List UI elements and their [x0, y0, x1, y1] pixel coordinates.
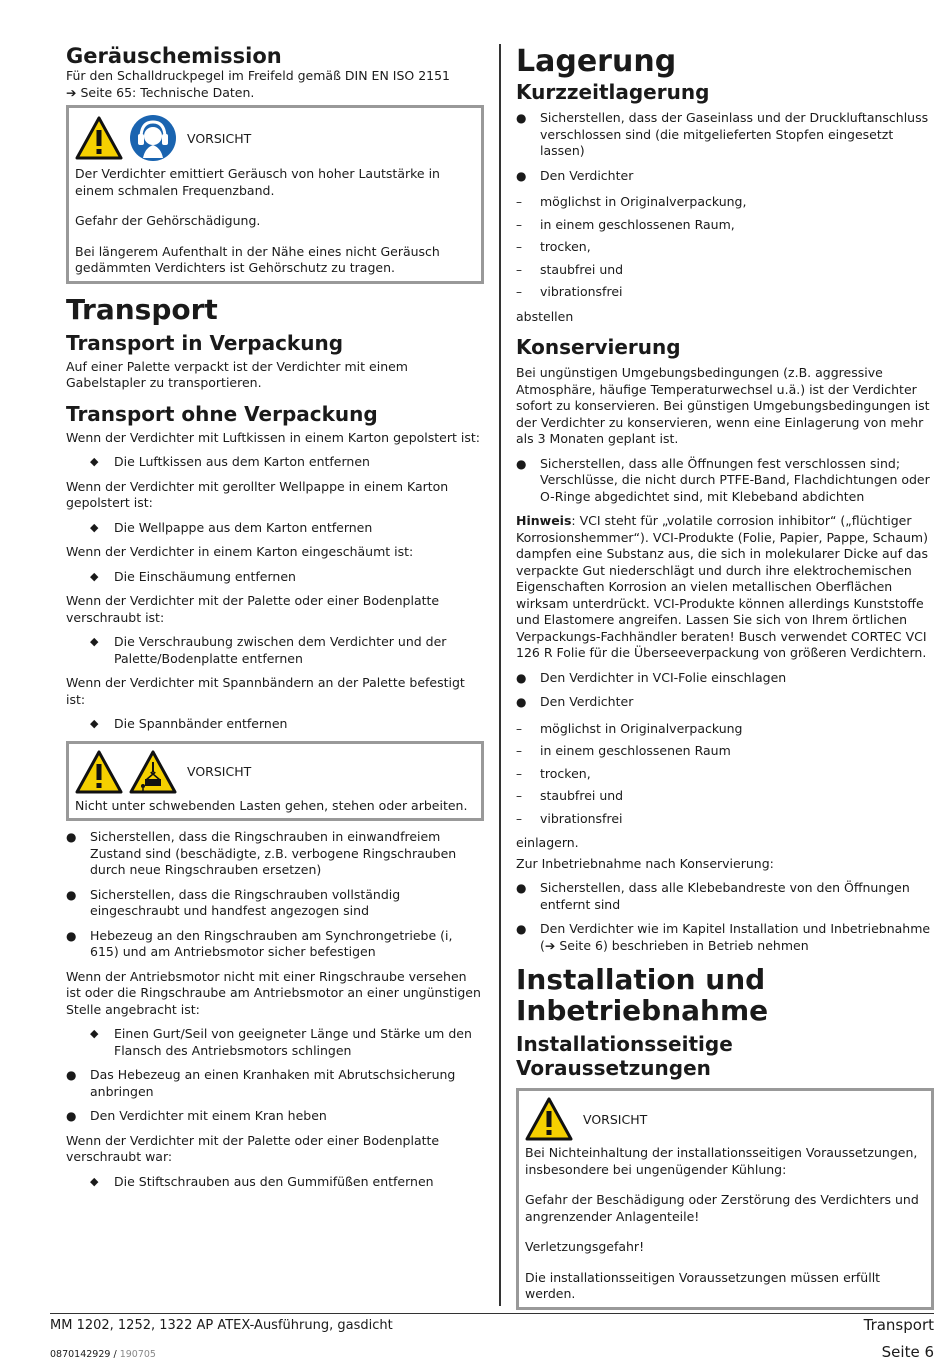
list-item: ● Den Verdichter — [516, 167, 634, 183]
heading-installationsseitige-voraussetzungen: Installationsseitige Voraussetzungen — [516, 1032, 733, 1080]
diamond-bullet-icon: ◆ — [90, 635, 99, 648]
warning-triangle-icon — [75, 750, 123, 794]
list-item: ● Sicherstellen, dass der Gaseinlass und der Druckluftanschluss verschlossen sind (die mitgelieferten Stopfen eingesetzt lassen) — [516, 110, 929, 158]
list-item: ◆ Die Stiftschrauben aus den Gummifüßen entfernen — [90, 1173, 434, 1189]
list-item: ◆ Die Verschraubung zwischen dem Verdichter und der Palette/Bodenplatte entfernen — [90, 634, 447, 666]
bullet-icon: ● — [516, 670, 527, 685]
dash-item: – trocken, — [516, 765, 591, 781]
text: Wenn der Verdichter mit Luftkissen in einem Karton gepolstert ist: — [66, 429, 480, 445]
bullet-icon: ● — [66, 830, 77, 844]
warning-box-installation — [516, 1088, 934, 1310]
warning-header — [75, 114, 475, 162]
suspended-load-icon — [129, 750, 177, 794]
text: Wenn der Antriebsmotor nicht mit einer Ringschraube versehen ist oder die Ringschraube am Antriebsmotor an einer ungünstigen Stelle angebracht ist: — [66, 968, 481, 1017]
list-item: ◆ Die Luftkissen aus dem Karton entfernen — [90, 454, 370, 469]
text: Wenn der Verdichter mit der Palette oder einer Bodenplatte verschraubt war: — [66, 1132, 440, 1164]
warning-header — [75, 750, 475, 794]
list-item: ● Sicherstellen, dass die Ringschrauben vollständig eingeschraubt und handfest angezogen sind — [66, 886, 401, 918]
ear-protection-icon — [129, 114, 177, 162]
bullet-icon: ● — [516, 168, 527, 183]
bullet-icon: ● — [66, 928, 77, 943]
diamond-bullet-icon: ◆ — [90, 1174, 99, 1188]
warning-text: Verletzungsgefahr! — [525, 1239, 645, 1254]
diamond-bullet-icon: ◆ — [90, 717, 99, 730]
list-item: ● Den Verdichter — [516, 694, 634, 709]
text: Bei ungünstigen Umgebungsbedingungen (z.B. aggressive Atmosphäre, häufige Temperaturwechsel u.ä.) ist der Verdichter sofort zu konservieren. Bei günstigen Umgebungsbedingungen ist der Verdichter zu konservieren, wenn eine Einlagerung von mehr als 3 Monaten geplant ist. — [516, 365, 930, 446]
footer-model: MM 1202, 1252, 1322 AP ATEX-Ausführung, gasdicht — [50, 1318, 393, 1333]
list-item: ◆ Einen Gurt/Seil von geeigneter Länge und Stärke um den Flansch des Antriebsmotors schlingen — [90, 1026, 472, 1058]
warning-text: Gefahr der Beschädigung oder Zerstörung des Verdichters und angrenzender Anlagenteile! — [525, 1192, 919, 1224]
right-column — [516, 44, 934, 1310]
left-column — [66, 44, 484, 1190]
warning-title: VORSICHT — [187, 130, 252, 146]
dash-item: – möglichst in Originalverpackung — [516, 720, 743, 736]
heading-kurzzeitlagerung: Kurzzeitlagerung — [516, 80, 710, 104]
dash-item: – möglichst in Originalverpackung, — [516, 194, 747, 209]
footer-divider — [50, 1313, 934, 1314]
text: Für den Schalldruckpegel im Freifeld gemäß DIN EN ISO 2151 — [66, 68, 451, 83]
list-item: ● Sicherstellen, dass alle Öffnungen fest verschlossen sind; Verschlüsse, die nicht durch PTFE-Band, Flachdichtungen oder O-Ringe abgedichtet sind, mit Klebeband abdichten — [516, 455, 930, 504]
warning-header — [525, 1097, 925, 1141]
list-item: ◆ Die Einschäumung entfernen — [90, 568, 296, 584]
footer-page-number: Seite 6 — [881, 1343, 934, 1361]
diamond-bullet-icon: ◆ — [90, 455, 99, 468]
warning-text: Bei Nichteinhaltung der installationsseitigen Voraussetzungen, insbesondere bei ungenügender Kühlung: — [525, 1145, 918, 1177]
text: Wenn der Verdichter mit Spannbändern an der Palette befestigt ist: — [66, 675, 465, 707]
list-item: ● Den Verdichter in VCI-Folie einschlagen — [516, 669, 787, 685]
heading-geraeuschemission: Geräuschemission — [66, 44, 282, 68]
footer-doc-id: 0870142929 / 190705 — [50, 1349, 156, 1360]
bullet-icon: ● — [66, 1068, 77, 1082]
warning-box-noise — [66, 105, 484, 284]
warning-text: Nicht unter schwebenden Lasten gehen, stehen oder arbeiten. — [75, 797, 468, 813]
dash-item: – vibrationsfrei — [516, 284, 623, 299]
list-item: ◆ Die Spannbänder entfernen — [90, 716, 288, 731]
dash-item: – staubfrei und — [516, 788, 624, 803]
list-item: ● Den Verdichter wie im Kapitel Installation und Inbetriebnahme (➔ Seite 6) beschrieben in Betrieb nehmen — [516, 921, 931, 953]
diamond-bullet-icon: ◆ — [90, 1027, 99, 1040]
list-item: ● Den Verdichter mit einem Kran heben — [66, 1108, 327, 1123]
heading-transport: Transport — [66, 292, 218, 326]
heading-konservierung: Konservierung — [516, 335, 681, 359]
warning-box-suspended-load — [66, 741, 484, 822]
bullet-icon: ● — [516, 111, 527, 125]
heading-lagerung: Lagerung — [516, 44, 677, 79]
text: Wenn der Verdichter mit der Palette oder einer Bodenplatte verschraubt ist: — [66, 593, 440, 625]
hint-label: Hinweis — [516, 513, 572, 528]
warning-title: VORSICHT — [187, 764, 252, 779]
hint-text: Hinweis: VCI steht für „volatile corrosion inhibitor“ („flüchtiger Korrosionshemmer“). VCI-Produkte (Folie, Papier, Pappe, Schaum) dampfen eine Substanz aus, die sich in molekularer Dicke auf das verpackte Gut niederschlägt und durch ihre elektrochemischen Eigenschaften Korrosion an vielen metallischen Oberflächen wirksam unterdrückt. VCI-Produkte können allerdings Kunststoffe und Elastomere angreifen. Lassen Sie sich von Ihrem örtlichen Verpackungs-Fachhändler beraten! Busch verwendet CORTEC VCI 126 R Folie für die Überseeverpackung von größeren Verdichtern. — [516, 513, 929, 660]
bullet-icon: ● — [516, 881, 527, 895]
list-item: ● Das Hebezeug an einen Kranhaken mit Abrutschsicherung anbringen — [66, 1067, 456, 1099]
heading-transport-in-verpackung: Transport in Verpackung — [66, 330, 344, 355]
bullet-icon: ● — [66, 887, 77, 902]
column-divider — [499, 44, 501, 1306]
warning-triangle-icon — [525, 1097, 573, 1141]
heading-transport-ohne-verpackung: Transport ohne Verpackung — [66, 401, 378, 426]
warning-text: Der Verdichter emittiert Geräusch von hoher Lautstärke in einem schmalen Frequenzband. — [75, 166, 440, 198]
bullet-icon: ● — [516, 922, 527, 936]
page-reference: ➔ Seite 65: Technische Daten. — [66, 84, 255, 100]
heading-installation: Installation und Inbetriebnahme — [516, 963, 769, 1027]
list-item: ◆ Die Wellpappe aus dem Karton entfernen — [90, 519, 373, 535]
bullet-icon: ● — [516, 695, 527, 709]
bullet-icon: ● — [516, 456, 527, 471]
dash-item: – vibrationsfrei — [516, 810, 623, 826]
diamond-bullet-icon: ◆ — [90, 569, 99, 583]
list-item: ● Sicherstellen, dass die Ringschrauben in einwandfreiem Zustand sind (beschädigte, z.B. verbogene Ringschrauben durch neue Ringschrauben ersetzen) — [66, 829, 457, 877]
footer-revision: 190705 — [119, 1349, 156, 1360]
bullet-icon: ● — [66, 1109, 77, 1123]
dash-item: – staubfrei und — [516, 261, 624, 277]
warning-text: Bei längerem Aufenthalt in der Nähe eines nicht Geräusch gedämmten Verdichters ist Gehörschutz zu tragen. — [75, 243, 440, 275]
text: Zur Inbetriebnahme nach Konservierung: — [516, 855, 774, 871]
warning-text: Gefahr der Gehörschädigung. — [75, 213, 261, 228]
dash-item: – trocken, — [516, 239, 591, 254]
list-item: ● Sicherstellen, dass alle Klebebandreste von den Öffnungen entfernt sind — [516, 880, 910, 912]
diamond-bullet-icon: ◆ — [90, 520, 99, 534]
text: Auf einer Palette verpackt ist der Verdichter mit einem Gabelstapler zu transportieren. — [66, 358, 408, 390]
warning-title: VORSICHT — [583, 1111, 648, 1127]
dash-item: – in einem geschlossenen Raum — [516, 743, 731, 758]
text: abstellen — [516, 308, 574, 324]
list-item: ● Hebezeug an den Ringschrauben am Synchrongetriebe (i, 615) und am Antriebsmotor sicher befestigen — [66, 927, 453, 959]
warning-triangle-icon — [75, 116, 123, 160]
text: Wenn der Verdichter in einem Karton eingeschäumt ist: — [66, 544, 414, 559]
text: Wenn der Verdichter mit gerollter Wellpappe in einem Karton gepolstert ist: — [66, 478, 449, 510]
text: einlagern. — [516, 835, 579, 850]
dash-item: – in einem geschlossenen Raum, — [516, 216, 735, 232]
warning-text: Die installationsseitigen Voraussetzungen müssen erfüllt werden. — [525, 1269, 881, 1301]
footer-section: Transport — [863, 1316, 934, 1334]
